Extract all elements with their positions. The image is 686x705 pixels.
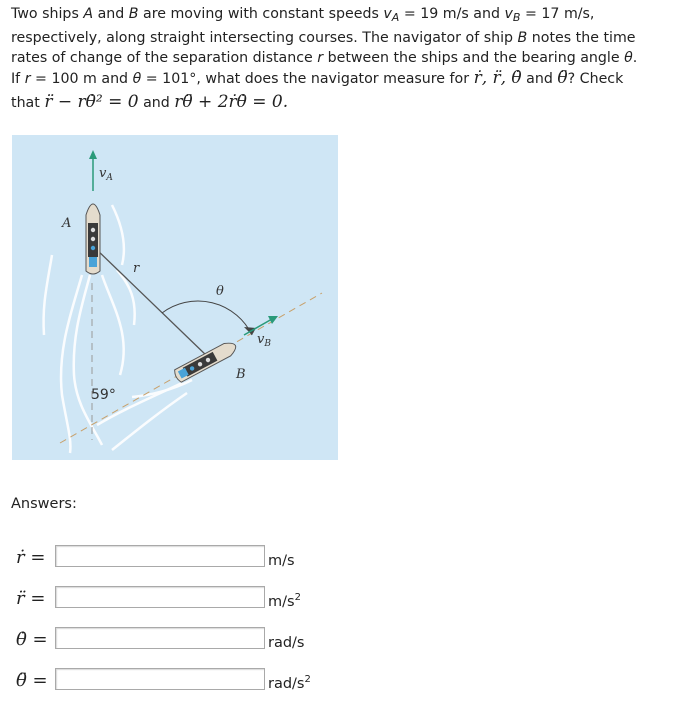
text: rates of change of the separation distance xyxy=(11,50,318,66)
vb-label: $v_B$ xyxy=(257,332,271,349)
answer-row-thetaddot xyxy=(0,668,686,698)
answer-row-thetadot xyxy=(0,627,686,657)
text: notes the time xyxy=(527,30,636,46)
vb-symbol: v xyxy=(504,6,513,22)
va-value: = 19 m/s and xyxy=(399,6,505,22)
text: If xyxy=(11,71,25,87)
vb-subscript: B xyxy=(512,11,521,24)
rddot-input[interactable] xyxy=(55,586,265,608)
water-background xyxy=(12,135,338,460)
answer-symbol: r̈ = xyxy=(16,588,46,609)
answer-unit xyxy=(268,674,311,692)
answers-heading: Answers: xyxy=(11,496,77,512)
problem-statement xyxy=(11,4,679,113)
r-value: = 100 m and xyxy=(30,71,133,87)
unit-exponent: 2 xyxy=(304,674,311,685)
answer-unit xyxy=(268,592,301,610)
thetaddot-input[interactable] xyxy=(55,668,265,690)
text: . xyxy=(632,50,638,66)
va-subscript: A xyxy=(391,11,400,24)
text: Two ships xyxy=(11,6,84,22)
va-symbol: v xyxy=(383,6,392,22)
r-symbol: r xyxy=(317,50,324,66)
theta-value: = 101°, what does the navigator measure for xyxy=(141,71,474,87)
problem-line-5 xyxy=(11,92,679,113)
theta-symbol: θ xyxy=(132,71,142,87)
text: and xyxy=(138,95,175,111)
unit-exponent: 2 xyxy=(294,592,301,603)
problem-line-1 xyxy=(11,4,679,28)
answer-symbol: θ̈ = xyxy=(16,670,48,691)
problem-line-3 xyxy=(11,48,679,68)
vb-value: = 17 m/s, xyxy=(520,6,595,22)
problem-line-4 xyxy=(11,68,679,89)
theta-label: θ xyxy=(216,284,224,299)
ship-a xyxy=(86,204,100,274)
r-label: r xyxy=(133,261,140,276)
ship-a-ref: A xyxy=(83,6,94,22)
answer-symbol: θ̇ = xyxy=(16,629,48,650)
ship-b-ref: B xyxy=(517,30,528,46)
theta-symbol: θ xyxy=(624,50,633,66)
thetadot-input[interactable] xyxy=(55,627,265,649)
unit-text: rad/s xyxy=(268,675,305,692)
answer-row-rddot xyxy=(0,586,686,616)
answer-unit xyxy=(268,633,305,651)
ship-a-label: A xyxy=(62,216,72,231)
r-symbol: r xyxy=(24,71,31,87)
text: respectively, along straight intersecting courses. The navigator of ship xyxy=(11,30,518,46)
text: that xyxy=(11,95,45,111)
ship-b-ref: B xyxy=(128,6,139,22)
rdot-input[interactable] xyxy=(55,545,265,567)
problem-line-2 xyxy=(11,28,679,48)
ship-b-label: B xyxy=(236,367,246,382)
derivative-symbols: ṙ, r̈, θ̇ xyxy=(473,68,522,88)
answer-row-rdot xyxy=(0,545,686,575)
answer-unit xyxy=(268,551,295,569)
text: and xyxy=(93,6,129,22)
angle-label: 59° xyxy=(91,387,116,403)
answer-symbol: ṙ = xyxy=(16,547,46,568)
unit-text: m/s xyxy=(268,593,295,610)
ships-diagram xyxy=(12,135,338,460)
text: and xyxy=(521,71,558,87)
text: are moving with constant speeds xyxy=(138,6,384,22)
va-label: $v_A$ xyxy=(99,166,113,183)
equation-transverse: rθ̈ + 2ṙθ̇ = 0. xyxy=(174,92,289,112)
text: between the ships and the bearing angle xyxy=(323,50,625,66)
unit-text: m/s xyxy=(268,552,295,569)
theta-ddot-symbol: θ̈ xyxy=(557,68,568,88)
text: ? Check xyxy=(567,71,624,87)
equation-radial: r̈ − rθ̇² = 0 xyxy=(44,92,139,112)
unit-text: rad/s xyxy=(268,634,305,651)
